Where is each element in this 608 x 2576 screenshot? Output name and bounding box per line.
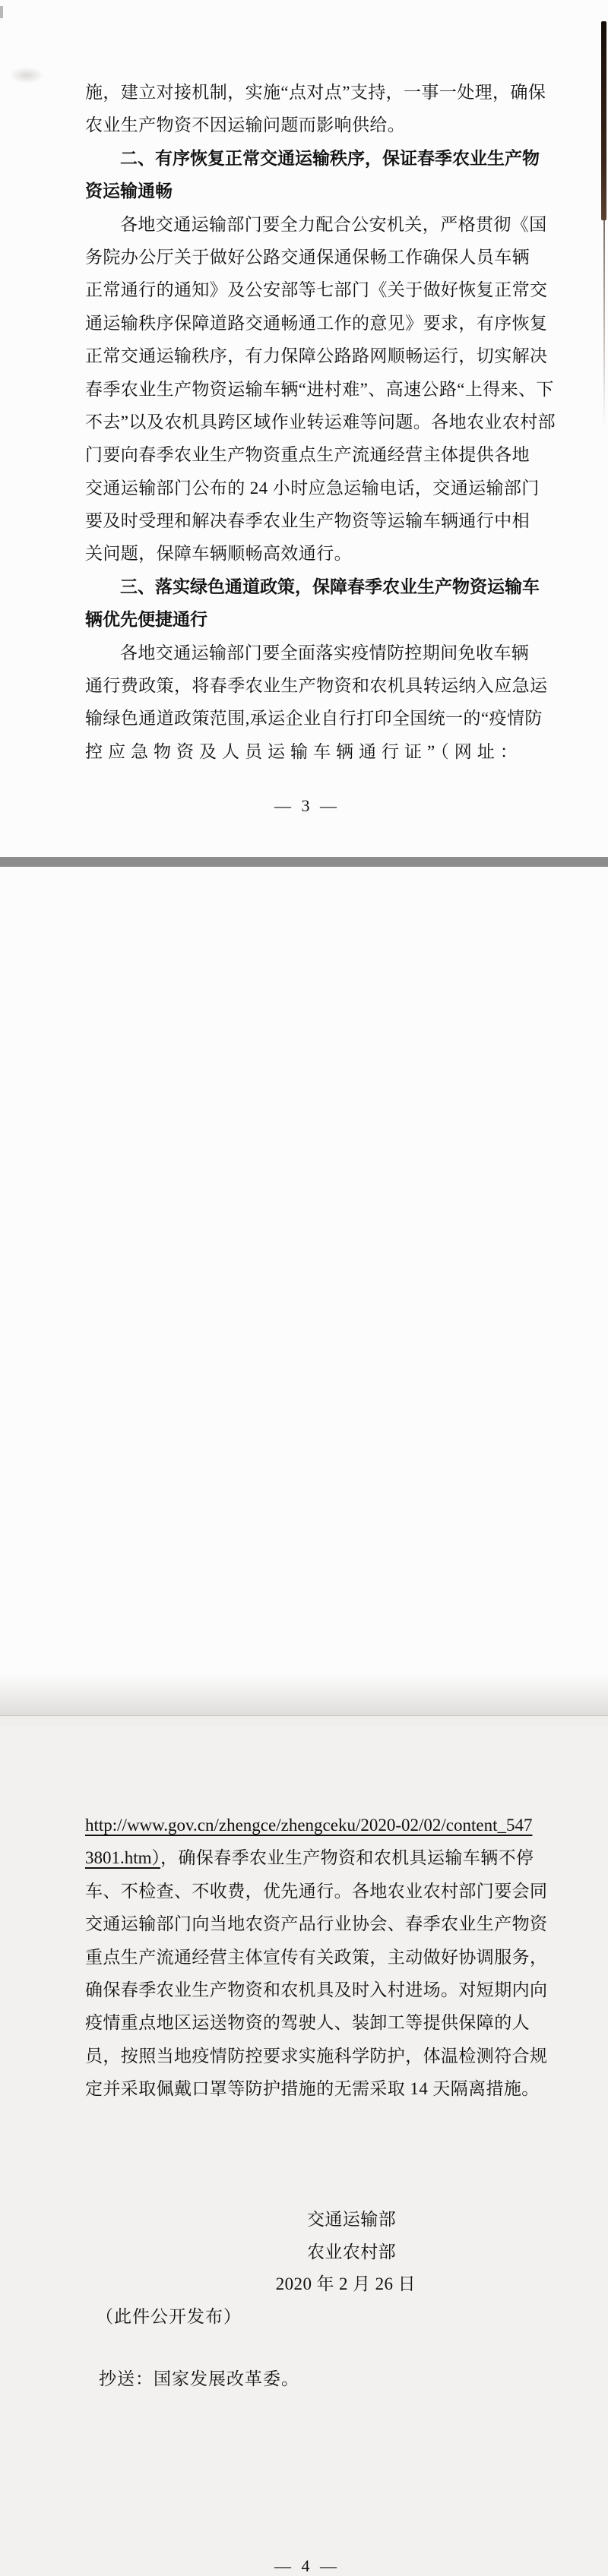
scan-edge-notch <box>0 6 3 18</box>
text-line: 农业生产物资不因运输问题而影响供给。 <box>85 115 406 135</box>
gov-url-line: http://www.gov.cn/zhengce/zhengceku/2020-02/02/content_547 <box>85 1816 533 1835</box>
signature-ministry-agriculture: 农业农村部 <box>307 2242 396 2262</box>
scan-bottom-edge <box>0 1715 608 1727</box>
page-number-4: — 4 — <box>274 2556 340 2575</box>
cc-line: 抄送：国家发展改革委。 <box>99 2369 299 2388</box>
text-line: 施，建立对接机制，实施“点对点”支持，一事一处理，确保 <box>85 83 546 102</box>
text-line: 通运输秩序保障道路交通畅通工作的意见》要求，有序恢复 <box>85 313 548 333</box>
text-line: 春季农业生产物资运输车辆“进村难”、高速公路“上得来、下 <box>85 379 554 399</box>
document-page-4 <box>0 867 608 2575</box>
public-release-note: （此件公开发布） <box>96 2307 242 2326</box>
section-heading-3: 三、落实绿色通道政策，保障春季农业生产物资运输车 <box>120 576 540 596</box>
text-line: 务院办公厅关于做好公路交通保通保畅工作确保人员车辆 <box>85 247 530 267</box>
text-line: 通行费政策，将春季农业生产物资和农机具转运纳入应急运 <box>85 676 548 696</box>
text-line: 不去”以及农机具跨区域作业转运难等问题。各地农业农村部 <box>85 412 556 431</box>
text-line <box>85 1841 534 1874</box>
text-line: 输绿色通道政策范围,承运企业自行打印全国统一的“疫情防 <box>85 709 543 729</box>
page-number-3: — 3 — <box>274 796 340 815</box>
text-line: 交通运输部门公布的 24 小时应急运输电话，交通运输部门 <box>85 478 540 498</box>
scan-spine-shadow-tail <box>603 219 605 425</box>
scan-smudge <box>9 67 44 84</box>
text-line: 各地交通运输部门要全面落实疫情防控期间免收车辆 <box>120 643 530 662</box>
text-line: 正常通行的通知》及公安部等七部门《关于做好恢复正常交 <box>85 280 548 300</box>
page-4-text-column <box>85 1809 548 2106</box>
signature-date: 2020 年 2 月 26 日 <box>275 2274 416 2293</box>
text-line: 车、不检查、不收费，优先通行。各地农业农村部门要会同 <box>85 1881 548 1901</box>
page-3-text-column <box>85 76 556 768</box>
page-separator-bar <box>0 857 608 867</box>
text-line: 各地交通运输部门要全力配合公安机关，严格贯彻《国 <box>120 214 547 234</box>
scan-bottom-shadow <box>0 1674 608 1715</box>
text-line: 确保春季农业生产物资和农机具及时入村进场。对短期内向 <box>85 1980 548 1999</box>
section-heading-2: 二、有序恢复正常交通运输秩序，保证春季农业生产物 <box>120 147 540 168</box>
document-page-3 <box>0 0 608 857</box>
text-line: 要及时受理和解决春季农业生产物资等运输车辆通行中相 <box>85 511 530 531</box>
text-line: 门要向春季农业生产物资重点生产流通经营主体提供各地 <box>85 445 530 465</box>
text-line: 员，按照当地疫情防控要求实施科学防护，体温检测符合规 <box>85 2046 548 2066</box>
text-line: 重点生产流通经营主体宣传有关政策，主动做好协调服务， <box>85 1947 548 1967</box>
text-line: 控应急物资及人员运输车辆通行证”（网址： <box>85 741 523 761</box>
text-line: 疫情重点地区运送物资的驾驶人、装卸工等提供保障的人 <box>85 2013 530 2033</box>
text-line-rest: ，确保春季农业生产物资和农机具运输车辆不停 <box>160 1848 534 1868</box>
section-heading-3-cont: 辆优先便捷通行 <box>85 609 207 630</box>
signature-block <box>85 2204 416 2301</box>
text-line: 交通运输部门向当地农资产品行业协会、春季农业生产物资 <box>85 1914 548 1934</box>
text-line: 正常交通运输秩序，有力保障公路路网顺畅运行，切实解决 <box>85 346 548 366</box>
signature-ministry-transport: 交通运输部 <box>307 2210 396 2229</box>
text-line: 定并采取佩戴口罩等防护措施的无需采取 14 天隔离措施。 <box>85 2079 540 2099</box>
section-heading-2-cont: 资运输通畅 <box>85 181 173 201</box>
scan-spine-shadow <box>601 21 606 220</box>
text-line: 关问题，保障车辆顺畅高效通行。 <box>85 544 352 564</box>
gov-url-tail: 3801.htm） <box>85 1848 161 1868</box>
